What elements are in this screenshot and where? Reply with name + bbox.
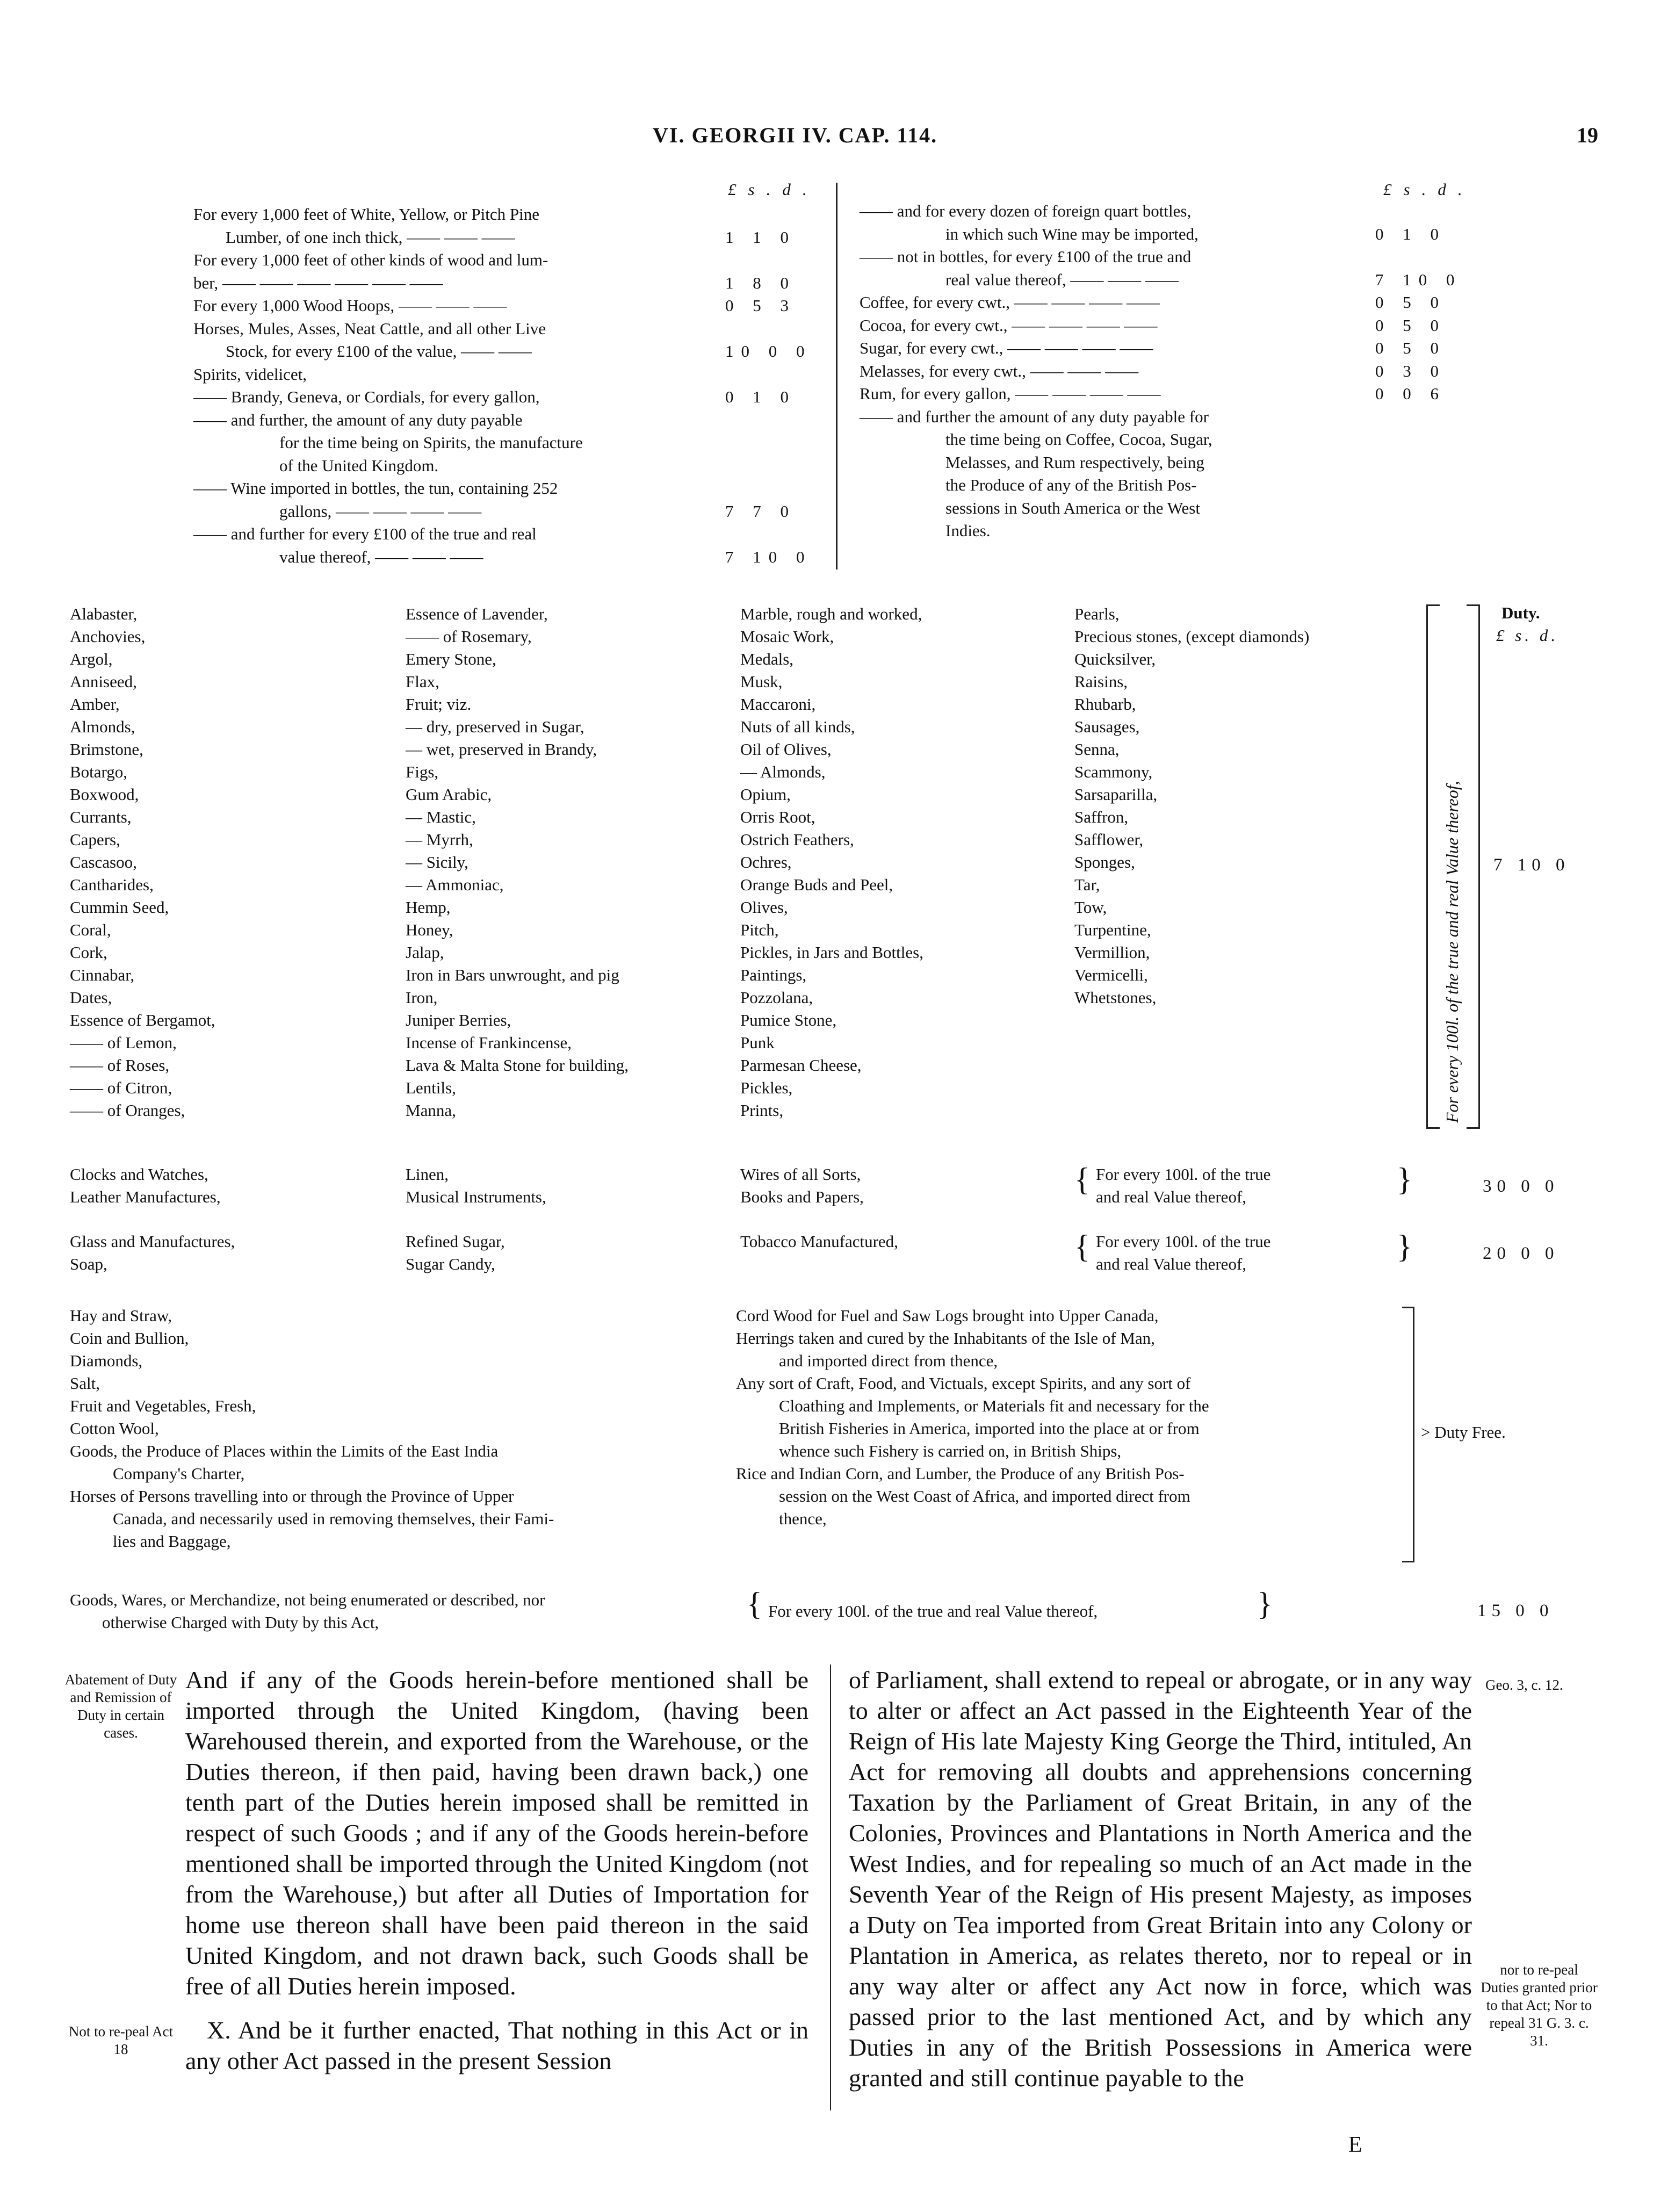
row-amount: 7 10 0 <box>725 547 812 566</box>
list-item: Diamonds, <box>70 1351 143 1370</box>
list-item: Rhubarb, <box>1074 695 1136 714</box>
enumerated-duty-amount: 7 10 0 <box>1493 855 1570 875</box>
left-currency-header: £s.d. <box>728 180 819 199</box>
list-item: —— of Rosemary, <box>406 627 532 646</box>
list-item: Essence of Lavender, <box>406 604 548 623</box>
group-30-open-brace: { <box>1074 1162 1090 1197</box>
body-left-column <box>185 1665 808 2076</box>
list-item: Salt, <box>70 1374 100 1393</box>
list-item: Orris Root, <box>740 808 815 826</box>
rate-line: and real Value thereof, <box>1096 1187 1247 1206</box>
page-number: 19 <box>1577 123 1598 147</box>
list-item: Argol, <box>70 650 113 668</box>
list-item: Cork, <box>70 943 107 962</box>
list-item: Punk <box>740 1033 775 1052</box>
row-text: Cocoa, for every cwt., —— —— —— —— <box>860 315 1158 335</box>
list-item: Turpentine, <box>1074 920 1151 939</box>
row-text: For every 1,000 feet of other kinds of wood and lum- <box>193 250 548 269</box>
list-item: Maccaroni, <box>740 695 816 714</box>
list-item: British Fisheries in America, imported into the place at or from <box>779 1419 1200 1438</box>
list-item: Medals, <box>740 650 794 668</box>
group-30-column-1 <box>70 1163 221 1208</box>
table-row <box>193 340 817 363</box>
list-item: Sugar Candy, <box>406 1255 495 1273</box>
group-20-close-brace: } <box>1397 1229 1412 1264</box>
group-20-rate <box>1096 1230 1270 1276</box>
body-right-column <box>849 1665 1472 2093</box>
non-enumerated-goods <box>70 1589 545 1634</box>
list-item: whence such Fishery is carried on, in British Ships, <box>779 1442 1122 1460</box>
row-text: —— Wine imported in bottles, the tun, containing 252 <box>193 479 558 498</box>
list-item: Capers, <box>70 830 120 849</box>
row-amount: 1 1 0 <box>725 227 796 247</box>
list-item: Whetstones, <box>1074 988 1157 1007</box>
list-item: Nuts of all kinds, <box>740 717 855 736</box>
list-item: Canada, and necessarily used in removing themselves, their Fami- <box>113 1509 554 1528</box>
table-row <box>860 269 1483 292</box>
row-text: Horses, Mules, Asses, Neat Cattle, and all other Live <box>193 319 546 338</box>
non-enumerated-open-brace: { <box>747 1586 762 1622</box>
list-item: Hay and Straw, <box>70 1306 172 1325</box>
table-row <box>860 520 1483 543</box>
list-item: Fruit; viz. <box>406 695 472 714</box>
upper-left-duty-table <box>193 203 817 568</box>
list-item: Emery Stone, <box>406 650 496 668</box>
list-item: — Myrrh, <box>406 830 473 849</box>
list-item: Cascasoo, <box>70 853 137 871</box>
row-amount: 1 8 0 <box>725 273 796 292</box>
list-item: —— of Lemon, <box>70 1033 177 1052</box>
row-text: Rum, for every gallon, —— —— —— —— <box>860 384 1161 403</box>
row-amount: 0 5 0 <box>1375 315 1446 335</box>
group-20-column-2 <box>406 1230 505 1276</box>
row-text: gallons, —— —— —— —— <box>279 501 482 521</box>
row-text: for the time being on Spirits, the manufacture <box>279 433 583 452</box>
rate-line: For every 100l. of the true <box>1096 1165 1271 1184</box>
row-text: Spirits, videlicet, <box>193 364 307 384</box>
list-item: Any sort of Craft, Food, and Victuals, except Spirits, and any sort of <box>736 1374 1191 1393</box>
signature-mark: E <box>1348 2132 1362 2157</box>
row-text: —— and further, the amount of any duty payable <box>193 410 523 429</box>
row-text: Stock, for every £100 of the value, —— —— <box>226 342 532 361</box>
row-text: of the United Kingdom. <box>279 456 439 475</box>
list-item: Tow, <box>1074 898 1107 917</box>
row-text: —— and further the amount of any duty payable for <box>860 407 1209 426</box>
list-item: Olives, <box>740 898 788 917</box>
list-item: Boxwood, <box>70 785 139 804</box>
list-item: Musical Instruments, <box>406 1187 546 1206</box>
list-item: Cantharides, <box>70 875 154 894</box>
group-20-amount: 20 0 0 <box>1483 1244 1560 1263</box>
row-text: Lumber, of one inch thick, —— —— —— <box>226 227 515 247</box>
row-amount: 0 5 3 <box>725 296 796 315</box>
duty-free-brace <box>1402 1307 1414 1562</box>
list-item: Parmesan Cheese, <box>740 1056 862 1075</box>
table-row <box>193 386 817 409</box>
list-item: Essence of Bergamot, <box>70 1011 215 1029</box>
list-item: —— of Oranges, <box>70 1101 185 1120</box>
list-item: Precious stones, (except diamonds) <box>1074 627 1310 646</box>
list-item: Almonds, <box>70 717 135 736</box>
list-item: Refined Sugar, <box>406 1232 505 1251</box>
list-item: Marble, rough and worked, <box>740 604 922 623</box>
list-item: thence, <box>779 1509 827 1528</box>
list-item: Gum Arabic, <box>406 785 492 804</box>
table-row <box>193 203 817 226</box>
list-item: Incense of Frankincense, <box>406 1033 572 1052</box>
list-item: Coral, <box>70 920 111 939</box>
list-item: and imported direct from thence, <box>779 1351 998 1370</box>
table-row <box>193 318 817 341</box>
list-item: Juniper Berries, <box>406 1011 511 1029</box>
enumerated-goods-column-4 <box>1074 603 1309 1009</box>
list-item: Ostrich Feathers, <box>740 830 854 849</box>
list-item: Pickles, <box>740 1078 793 1097</box>
enumerated-goods-column-3 <box>740 603 923 1122</box>
table-row <box>860 291 1483 314</box>
list-item: Ochres, <box>740 853 792 871</box>
list-item: — Mastic, <box>406 808 476 826</box>
list-item: Iron in Bars unwrought, and pig <box>406 966 619 984</box>
list-item: — wet, preserved in Brandy, <box>406 740 597 759</box>
list-item: Cloathing and Implements, or Materials fit and necessary for the <box>779 1396 1209 1415</box>
table-row <box>193 249 817 272</box>
list-item: Musk, <box>740 672 783 691</box>
list-item: — Almonds, <box>740 762 826 781</box>
column-divider <box>836 183 838 570</box>
list-item: — Ammoniac, <box>406 875 504 894</box>
list-item: Glass and Manufactures, <box>70 1232 235 1251</box>
row-amount: 0 1 0 <box>725 387 796 406</box>
table-row <box>193 455 817 478</box>
list-item: Brimstone, <box>70 740 143 759</box>
list-item: Cotton Wool, <box>70 1419 159 1438</box>
list-item: — Sicily, <box>406 853 468 871</box>
group-20-column-1 <box>70 1230 235 1276</box>
list-item: Opium, <box>740 785 791 804</box>
repeal-paragraph: of Parliament, shall extend to repeal or abrogate, or in any way to alter or affect an Act passed in the Eighteenth Year of the Reign of His late Majesty King George the Third, intituled, An Act for removing all doubts and apprehensions concerning Taxation by the Parliament of Great Britain, in any of the Colonies, Provinces and Plantations in North America and the West Indies, and for repealing so much of an Act made in the Seventh Year of the Reign of His present Majesty, as imposes a Duty on Tea imported from Great Britain into any Colony or Plantation in America, as relates thereto, nor to repeal or in any way alter or affect any Act now in force, which was passed prior to the last mentioned Act, and by which any Duties in any of the British Possessions in America were granted and still continue payable to the <box>849 1666 1472 2092</box>
table-row <box>860 497 1483 520</box>
list-item: Cinnabar, <box>70 966 135 984</box>
margin-note-nor-to-repeal: nor to re-peal Duties granted prior to that Act; Nor to repeal 31 G. 3. c. 31. <box>1481 1962 1598 2049</box>
upper-right-duty-table <box>860 200 1483 543</box>
table-row <box>193 294 817 318</box>
list-item: Safflower, <box>1074 830 1144 849</box>
row-amount: 7 7 0 <box>725 501 796 521</box>
list-item: Herrings taken and cured by the Inhabitants of the Isle of Man, <box>736 1329 1155 1348</box>
vertical-rate-label: For every 100l. of the true and real Value thereof, <box>1442 781 1462 1123</box>
table-row <box>860 337 1483 360</box>
row-text: in which such Wine may be imported, <box>945 224 1199 243</box>
group-20-open-brace: { <box>1074 1229 1090 1264</box>
list-item: Goods, Wares, or Merchandize, not being enumerated or described, nor <box>70 1590 545 1609</box>
row-amount: 7 10 0 <box>1375 270 1462 289</box>
list-item: Alabaster, <box>70 604 138 623</box>
list-item: Pickles, in Jars and Bottles, <box>740 943 923 962</box>
table-row <box>193 431 817 455</box>
row-text: Melasses, for every cwt., —— —— —— <box>860 361 1139 380</box>
list-item: Quicksilver, <box>1074 650 1156 668</box>
list-item: otherwise Charged with Duty by this Act, <box>102 1613 379 1632</box>
margin-note-geo: Geo. 3, c. 12. <box>1485 1677 1563 1693</box>
group-30-column-2 <box>406 1163 546 1208</box>
list-item: Senna, <box>1074 740 1120 759</box>
list-item: Pumice Stone, <box>740 1011 837 1029</box>
row-text: ber, —— —— —— —— —— —— <box>193 273 443 292</box>
list-item: Clocks and Watches, <box>70 1165 208 1184</box>
list-item: Figs, <box>406 762 439 781</box>
section-x-paragraph: X. And be it further enacted, That nothing in this Act or in any other Act passed in the present Session <box>185 2016 808 2074</box>
list-item: Pitch, <box>740 920 779 939</box>
list-item: Leather Manufactures, <box>70 1187 221 1206</box>
table-row <box>860 406 1483 429</box>
group-20-column-3 <box>740 1230 898 1253</box>
duty-free-right-list <box>736 1305 1209 1530</box>
row-text: the time being on Coffee, Cocoa, Sugar, <box>945 430 1212 449</box>
list-item: Horses of Persons travelling into or through the Province of Upper <box>70 1487 514 1505</box>
list-item: Orange Buds and Peel, <box>740 875 893 894</box>
row-text: the Produce of any of the British Pos- <box>945 475 1197 494</box>
table-row <box>860 428 1483 451</box>
row-amount: 0 5 0 <box>1375 338 1446 357</box>
table-row <box>860 360 1483 383</box>
list-item: —— of Citron, <box>70 1078 172 1097</box>
group-30-close-brace: } <box>1397 1162 1412 1197</box>
table-row <box>193 363 817 386</box>
margin-note-not-to-repeal: Not to re-peal Act 18 <box>68 2023 174 2057</box>
margin-note-abatement: Abatement of Duty and Remission of Duty in certain cases. <box>64 1671 177 1741</box>
table-row <box>860 474 1483 497</box>
list-item: Prints, <box>740 1101 784 1120</box>
list-item: session on the West Coast of Africa, and imported direct from <box>779 1487 1190 1505</box>
row-amount: 0 1 0 <box>1375 224 1446 243</box>
row-text: —— Brandy, Geneva, or Cordials, for every gallon, <box>193 387 540 406</box>
list-item: Oil of Olives, <box>740 740 832 759</box>
page-header-title: VI. GEORGII IV. CAP. 114. <box>653 123 938 147</box>
group-30-rate <box>1096 1163 1270 1208</box>
list-item: Paintings, <box>740 966 807 984</box>
list-item: Cord Wood for Fuel and Saw Logs brought into Upper Canada, <box>736 1306 1159 1325</box>
list-item: Currants, <box>70 808 132 826</box>
right-brace <box>1467 604 1480 1129</box>
list-item: Soap, <box>70 1255 107 1273</box>
row-text: Melasses, and Rum respectively, being <box>945 452 1204 472</box>
table-row <box>860 246 1483 269</box>
table-row <box>860 383 1483 406</box>
list-item: Flax, <box>406 672 439 691</box>
row-text: For every 1,000 feet of White, Yellow, or Pitch Pine <box>193 205 540 224</box>
list-item: Sponges, <box>1074 853 1135 871</box>
list-item: Raisins, <box>1074 672 1128 691</box>
list-item: Vermillion, <box>1074 943 1150 962</box>
row-text: real value thereof, —— —— —— <box>945 270 1179 289</box>
right-currency-header: £s.d. <box>1383 180 1474 199</box>
list-item: Rice and Indian Corn, and Lumber, the Produce of any British Pos- <box>736 1464 1185 1483</box>
list-item: Cummin Seed, <box>70 898 169 917</box>
enumerated-goods-column-2 <box>406 603 629 1122</box>
row-text: —— and for every dozen of foreign quart bottles, <box>860 201 1192 220</box>
table-row <box>860 223 1483 246</box>
row-text: —— not in bottles, for every £100 of the true and <box>860 247 1192 266</box>
list-item: Pearls, <box>1074 604 1120 623</box>
table-row <box>193 409 817 432</box>
row-amount: 10 0 0 <box>725 342 812 361</box>
list-item: Tar, <box>1074 875 1100 894</box>
list-item: Goods, the Produce of Places within the Limits of the East India <box>70 1442 499 1460</box>
list-item: Lava & Malta Stone for building, <box>406 1056 629 1075</box>
list-item: Linen, <box>406 1165 449 1184</box>
duty-free-label: > Duty Free. <box>1421 1423 1506 1442</box>
rate-line: For every 100l. of the true <box>1096 1232 1271 1251</box>
enumerated-goods-column-1 <box>70 603 215 1122</box>
row-text: For every 1,000 Wood Hoops, —— —— —— <box>193 296 507 315</box>
table-row <box>860 200 1483 223</box>
list-item: Pozzolana, <box>740 988 813 1007</box>
row-text: Sugar, for every cwt., —— —— —— —— <box>860 338 1153 357</box>
list-item: Sarsaparilla, <box>1074 785 1158 804</box>
list-item: Iron, <box>406 988 438 1007</box>
list-item: Wires of all Sorts, <box>740 1165 861 1184</box>
list-item: Saffron, <box>1074 808 1129 826</box>
list-item: Honey, <box>406 920 453 939</box>
table-row <box>193 546 817 569</box>
row-text: value thereof, —— —— —— <box>279 547 483 566</box>
left-brace <box>1426 604 1440 1129</box>
row-amount: 0 0 6 <box>1375 384 1446 403</box>
list-item: Fruit and Vegetables, Fresh, <box>70 1396 256 1415</box>
table-row <box>193 272 817 295</box>
row-text: Indies. <box>945 521 991 540</box>
row-amount: 0 3 0 <box>1375 361 1446 380</box>
list-item: Botargo, <box>70 762 128 781</box>
non-enumerated-rate: For every 100l. of the true and real Value thereof, <box>768 1602 1098 1620</box>
table-row <box>860 314 1483 337</box>
abatement-paragraph: And if any of the Goods herein-before mentioned shall be imported through the United Kingdom, (having been Warehoused therein, and exported from the Warehouse, or the Duties thereon, if then paid, having been drawn back,) one tenth part of the Duties herein imposed shall be remitted in respect of such Goods ; and if any of the Goods herein-before mentioned shall be imported through the United Kingdom (not from the Warehouse,) but after all Duties of Importation for home use thereon shall have been paid thereon in the said United Kingdom, and not drawn back, such Goods shall be free of all Duties herein imposed. <box>185 1666 808 2000</box>
row-text: sessions in South America or the West <box>945 498 1200 517</box>
list-item: Sausages, <box>1074 717 1140 736</box>
row-text: —— and further for every £100 of the true and real <box>193 524 537 543</box>
list-item: Amber, <box>70 695 120 714</box>
rate-line: and real Value thereof, <box>1096 1255 1247 1273</box>
row-amount: 0 5 0 <box>1375 293 1446 312</box>
list-item: Mosaic Work, <box>740 627 834 646</box>
list-item: Dates, <box>70 988 112 1007</box>
group-30-column-3 <box>740 1163 864 1208</box>
list-item: Coin and Bullion, <box>70 1329 189 1348</box>
list-item: Lentils, <box>406 1078 456 1097</box>
list-item: Anniseed, <box>70 672 137 691</box>
list-item: Vermicelli, <box>1074 966 1148 984</box>
list-item: Hemp, <box>406 898 451 917</box>
list-item: —— of Roses, <box>70 1056 170 1075</box>
table-row <box>193 523 817 546</box>
list-item: lies and Baggage, <box>113 1532 231 1551</box>
list-item: Anchovies, <box>70 627 146 646</box>
list-item: Books and Papers, <box>740 1187 864 1206</box>
table-row <box>193 500 817 523</box>
duty-free-left-list <box>70 1305 554 1553</box>
duty-column-label: Duty. <box>1501 603 1540 622</box>
non-enumerated-amount: 15 0 0 <box>1477 1601 1554 1620</box>
table-row <box>193 226 817 249</box>
list-item: Manna, <box>406 1101 456 1120</box>
non-enumerated-close-brace: } <box>1257 1586 1273 1622</box>
row-text: Coffee, for every cwt., —— —— —— —— <box>860 293 1160 312</box>
list-item: Tobacco Manufactured, <box>740 1232 898 1251</box>
list-item: Company's Charter, <box>113 1464 245 1483</box>
list-item: Scammony, <box>1074 762 1153 781</box>
body-column-divider <box>830 1665 831 2110</box>
duty-currency-header: £ s. d. <box>1496 626 1559 645</box>
list-item: — dry, preserved in Sugar, <box>406 717 584 736</box>
table-row <box>860 451 1483 474</box>
group-30-amount: 30 0 0 <box>1483 1177 1560 1196</box>
table-row <box>193 477 817 500</box>
list-item: Jalap, <box>406 943 444 962</box>
